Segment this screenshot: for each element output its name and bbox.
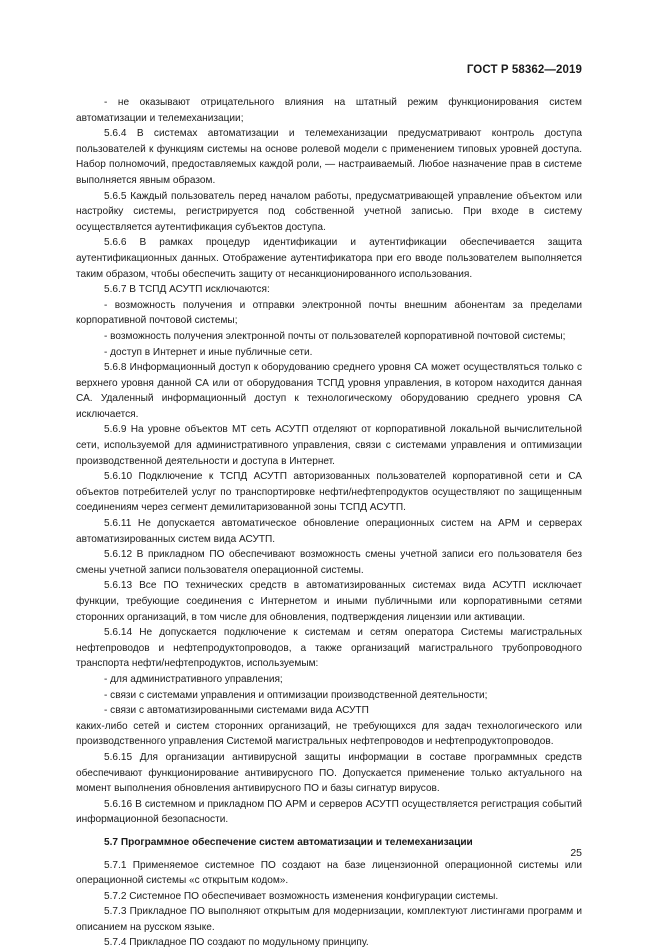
paragraph: 5.6.5 Каждый пользователь перед началом работы, предусматривающей управление объектом или настройку системы, регистрируется под собственной учетной записью. При входе в систему осуществляется аутентификация субъектов доступа. <box>76 190 582 233</box>
paragraph: 5.6.6 В рамках процедур идентификации и аутентификации обеспечивается защита аутентификационных данных. Отображение аутентификатора при его вводе пользователем выполняется таким образом, чтобы обеспечить защиту от несанкционированного использования. <box>76 237 582 280</box>
document-body <box>76 95 582 951</box>
list-item: - возможность получения электронной почты от пользователей корпоративной почтовой системы; <box>104 330 566 342</box>
page-number: 25 <box>570 847 582 859</box>
paragraph: 5.7.1 Применяемое системное ПО создают на базе лицензионной операционной системы или операционной системы «с открытым кодом». <box>76 859 582 887</box>
paragraph: 5.6.11 Не допускается автоматическое обновление операционных систем на АРМ и серверах автоматизированных систем вида АСУТП. <box>76 518 582 545</box>
paragraph: 5.7.2 Системное ПО обеспечивает возможность изменения конфигурации системы. <box>104 890 499 902</box>
paragraph: 5.6.10 Подключение к ТСПД АСУТП авторизованных пользователей корпоративной сети и СА объектов потребителей услуг по транспортировке нефти/нефтепродуктов осуществляют по защищенным соединениям через сегмент демилитаризованной зоны ТСПД АСУТП. <box>76 471 582 514</box>
list-item: - связи с автоматизированными системами вида АСУТП <box>104 705 369 717</box>
paragraph: 5.6.4 В системах автоматизации и телемеханизации предусматривают контроль доступа пользователей к функциям системы на основе ролевой модели с применением типовых уровней доступа. Набор полномочий, предоставляемых каждой роли, — настраиваемый. Любое назначение прав в системе выполняется явным образом. <box>76 128 582 186</box>
continuation-paragraph: каких-либо сетей и систем сторонних организаций, не требующихся для задач технологического или производственного управления Системой магистральных нефтепроводов и нефтепродуктопроводов. <box>76 720 582 748</box>
paragraph: 5.6.8 Информационный доступ к оборудованию среднего уровня СА может осуществляться только с верхнего уровня данной СА или от оборудования ТСПД уровня управления, в котором находится данная СА. Удаленный информационный доступ к технологическому оборудованию среднего уровня СА исключается. <box>76 362 582 420</box>
list-item: - связи с системами управления и оптимизации производственной деятельности; <box>104 689 488 701</box>
document-code-header: ГОСТ Р 58362—2019 <box>466 64 582 76</box>
paragraph: 5.7.4 Прикладное ПО создают по модульному принципу. <box>104 937 369 949</box>
paragraph: 5.6.14 Не допускается подключение к системам и сетям оператора Системы магистральных нефтепроводов и нефтепродуктопроводов, а также организаций магистрального трубопроводного транспорта нефти/нефтепродуктов, используемым: <box>76 627 582 670</box>
list-item: - для административного управления; <box>104 673 283 685</box>
list-item: - не оказывают отрицательного влияния на штатный режим функционирования систем автоматизации и телемеханизации; <box>76 97 582 124</box>
paragraph: 5.6.15 Для организации антивирусной защиты информации в составе программных средств обеспечивают функционирование антивирусного ПО. Допускается применение только актуального на момент выполнения обновления антивирусного ПО и базы сигнатур вирусов. <box>76 751 582 795</box>
paragraph: 5.6.13 Все ПО технических средств в автоматизированных системах вида АСУТП исключает функции, требующие соединения с Интернетом и иными публичными или корпоративными сетями сторонних организаций, в том числе для обновления, подтверждения лицензии или активации. <box>76 580 582 623</box>
section-heading: 5.7 Программное обеспечение систем автоматизации и телемеханизации <box>104 836 473 848</box>
paragraph: 5.7.3 Прикладное ПО выполняют открытым для модернизации, комплектуют листингами программ и описанием на русском языке. <box>76 906 582 933</box>
paragraph: 5.6.16 В системном и прикладном ПО АРМ и серверов АСУТП осуществляется регистрация событий информационной безопасности. <box>76 798 582 826</box>
paragraph: 5.6.12 В прикладном ПО обеспечивают возможность смены учетной записи его пользователя без смены учетной записи пользователя операционной системы. <box>76 549 582 576</box>
list-item: - возможность получения и отправки электронной почты внешним абонентам за пределами корпоративной почтовой системы; <box>76 299 582 327</box>
list-item: - доступ в Интернет и иные публичные сети. <box>104 346 313 358</box>
paragraph: 5.6.7 В ТСПД АСУТП исключаются: <box>104 284 270 296</box>
paragraph: 5.6.9 На уровне объектов МТ сеть АСУТП отделяют от корпоративной локальной вычислительной сети, используемой для административного управления, связи с системами управления и оптимизации производственной деятельности и доступа в Интернет. <box>76 424 582 467</box>
